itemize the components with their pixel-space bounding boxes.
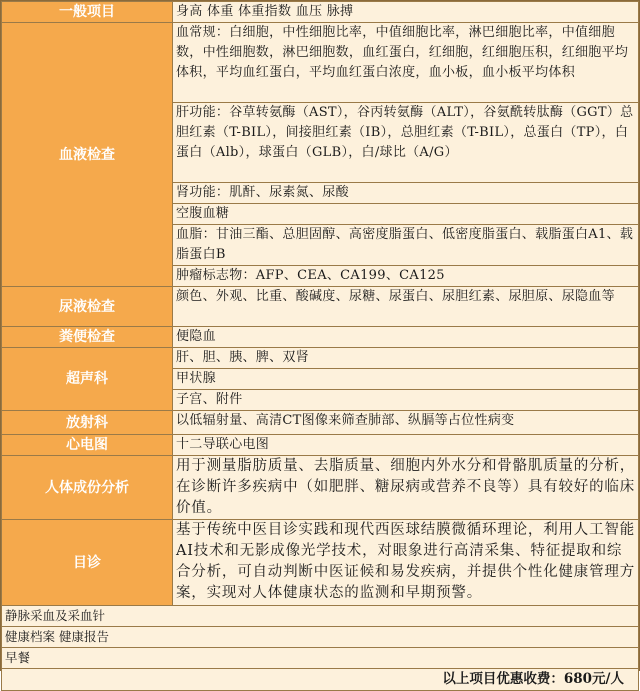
table-row — [2, 648, 639, 669]
item-cell: 肝功能：谷草转氨酶（AST），谷丙转氨酶（ALT），谷氨酰转肽酶（GGT）总胆红素（T-BIL），间接胆红素（IB），总胆红素（T-BIL），总蛋白（TP），白蛋白（Alb），球蛋白（GLB），白/球比（A/G） — [173, 103, 639, 183]
category-cell: 心电图 — [2, 435, 173, 456]
item-cell: 甲状腺 — [173, 369, 639, 390]
table-row — [2, 348, 639, 369]
item-table — [1, 1, 639, 691]
table-row — [2, 23, 639, 103]
item-cell: 子宫、附件 — [173, 390, 639, 411]
item-cell: 血常规：白细胞，中性细胞比率，中值细胞比率，淋巴细胞比率，中值细胞数，中性细胞数，淋巴细胞数，血红蛋白，红细胞，红细胞压积，红细胞平均体积，平均血红蛋白，平均血红蛋白浓度，血小板，血小板平均体积 — [173, 23, 639, 103]
table-row — [2, 435, 639, 456]
item-cell: 血脂：甘油三酯、总胆固醇、高密度脂蛋白、低密度脂蛋白、载脂蛋白A1、载脂蛋白B — [173, 225, 639, 266]
category-cell: 粪便检查 — [2, 327, 173, 348]
table-row — [2, 606, 639, 627]
category-cell: 血液检查 — [2, 23, 173, 287]
category-cell: 目诊 — [2, 520, 173, 606]
item-cell: 颜色、外观、比重、酸碱度、尿糖、尿蛋白、尿胆红素、尿胆原、尿隐血等 — [173, 287, 639, 327]
table-row — [2, 327, 639, 348]
table-row — [2, 520, 639, 606]
table-row — [2, 456, 639, 520]
category-cell: 尿液检查 — [2, 287, 173, 327]
item-cell: 肿瘤标志物：AFP、CEA、CA199、CA125 — [173, 266, 639, 287]
category-cell: 一般项目 — [2, 2, 173, 23]
item-cell: 身高 体重 体重指数 血压 脉搏 — [173, 2, 639, 23]
category-cell: 放射科 — [2, 411, 173, 435]
item-cell: 基于传统中医目诊实践和现代西医球结膜微循环理论，利用人工智能AI技术和无影成像光学技术，对眼象进行高清采集、特征提取和综合分析，可自动判断中医证候和易发疾病，并提供个性化健康管理方案，实现对人体健康状态的监测和早期预警。 — [173, 520, 639, 606]
table-row — [2, 669, 639, 691]
item-cell: 用于测量脂肪质量、去脂质量、细胞内外水分和骨骼肌质量的分析，在诊断许多疾病中（如肥胖、糖尿病或营养不良等）具有较好的临床价值。 — [173, 456, 639, 520]
category-cell: 人体成份分析 — [2, 456, 173, 520]
item-cell: 便隐血 — [173, 327, 639, 348]
price-note: 以上项目优惠收费：680元/人 — [2, 669, 639, 691]
extra-item: 健康档案 健康报告 — [2, 627, 639, 648]
table-row — [2, 411, 639, 435]
item-cell: 以低辐射量、高清CT图像来筛查肺部、纵膈等占位性病变 — [173, 411, 639, 435]
table-row — [2, 627, 639, 648]
extra-item: 早餐 — [2, 648, 639, 669]
category-cell: 超声科 — [2, 348, 173, 411]
item-cell: 十二导联心电图 — [173, 435, 639, 456]
table-row — [2, 287, 639, 327]
item-cell: 肝、胆、胰、脾、双肾 — [173, 348, 639, 369]
extra-item: 静脉采血及采血针 — [2, 606, 639, 627]
item-cell: 肾功能：肌酐、尿素氮、尿酸 — [173, 183, 639, 204]
item-cell: 空腹血糖 — [173, 204, 639, 225]
table-row — [2, 2, 639, 23]
